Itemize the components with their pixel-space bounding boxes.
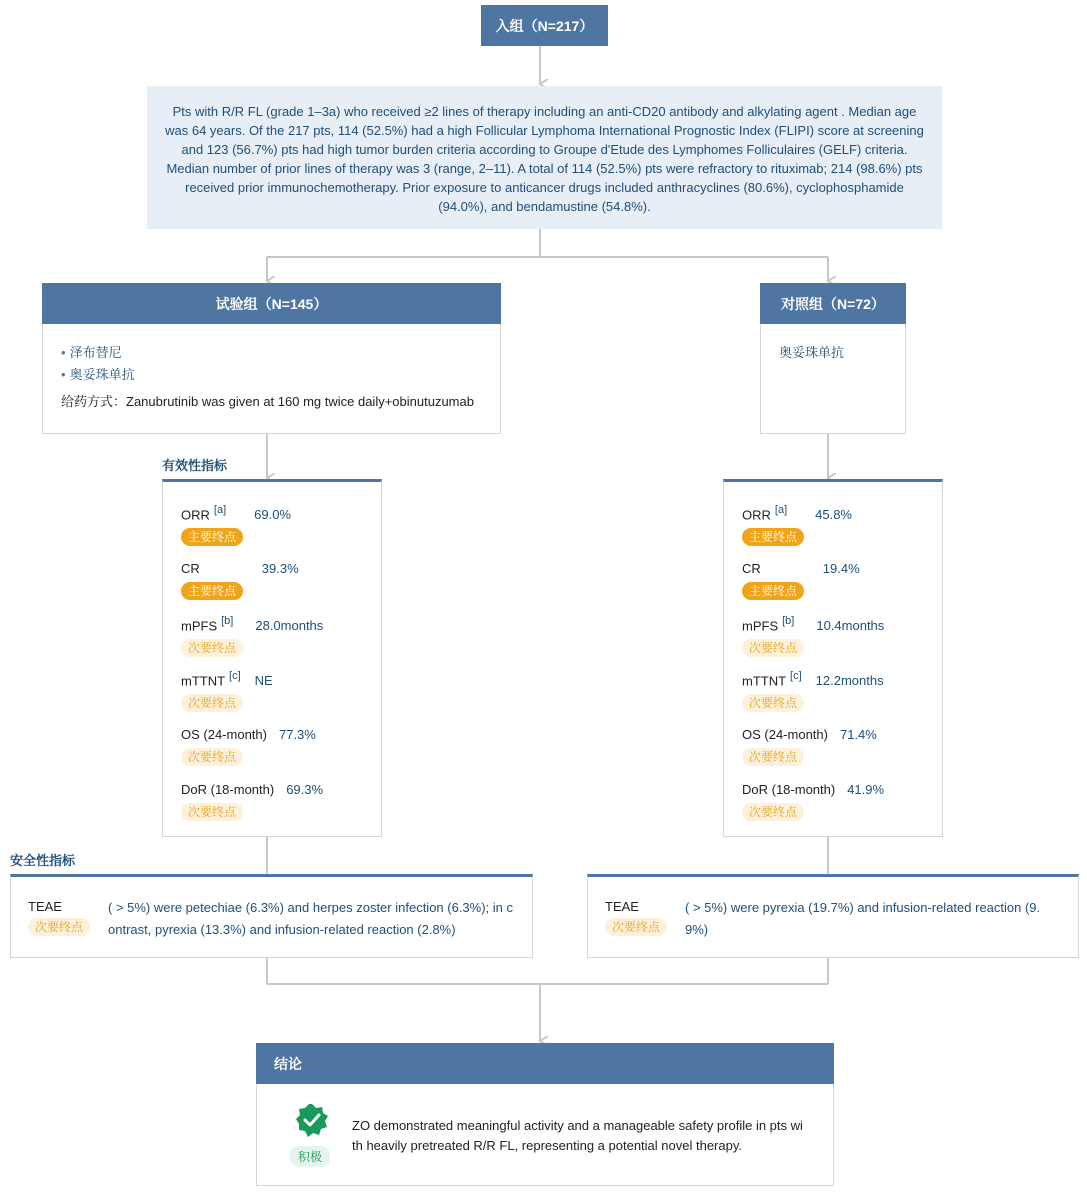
secondary-endpoint-badge: 次要终点	[28, 918, 90, 936]
primary-endpoint-badge: 主要终点	[742, 528, 804, 546]
conclusion-text: ZO demonstrated meaningful activity and a manageable safety profile in pts wi th heavily pretreated R/R FL, representing a potential novel therapy.	[352, 1118, 803, 1153]
drug-item: 奥妥珠单抗	[779, 345, 845, 360]
metric-mttnt: mTTNT [c] 12.2months 次要终点	[742, 670, 884, 711]
safety-panel-left	[10, 874, 533, 958]
metric-orr: ORR [a] 69.0% 主要终点	[181, 504, 291, 545]
control-arm-header	[760, 283, 906, 324]
secondary-endpoint-badge: 次要终点	[181, 639, 243, 657]
secondary-endpoint-badge: 次要终点	[181, 803, 243, 821]
conclusion-title: 结论	[274, 1055, 302, 1072]
enrollment-box	[481, 5, 608, 46]
control-arm-body	[760, 324, 906, 434]
primary-endpoint-badge: 主要终点	[181, 582, 243, 600]
metric-mpfs: mPFS [b] 10.4months 次要终点	[742, 615, 885, 656]
metric-dor: DoR (18-month) 69.3% 次要终点	[181, 782, 324, 819]
secondary-endpoint-badge: 次要终点	[181, 748, 243, 766]
metric-cr: CR 19.4% 主要终点	[742, 561, 860, 598]
drug-item: • 奥妥珠单抗	[61, 367, 135, 382]
experimental-arm-title: 试验组（N=145）	[215, 295, 328, 312]
secondary-endpoint-badge: 次要终点	[742, 803, 804, 821]
metric-mttnt: mTTNT [c] NE 次要终点	[181, 670, 273, 711]
teae-label-block: TEAE 次要终点	[28, 899, 90, 936]
experimental-arm-body	[42, 324, 501, 434]
conclusion-body	[256, 1084, 834, 1186]
efficacy-panel-right	[723, 479, 943, 837]
enrollment-title: 入组（N=217）	[495, 17, 594, 34]
efficacy-panel-left	[162, 479, 382, 837]
secondary-endpoint-badge: 次要终点	[742, 694, 804, 712]
teae-label-block: TEAE 次要终点	[605, 899, 667, 936]
teae-description: ( > 5%) were pyrexia (19.7%) and infusion-related reaction (9. 9%)	[685, 900, 1041, 937]
population-box	[147, 86, 942, 229]
control-arm-title: 对照组（N=72）	[781, 295, 885, 312]
safety-panel-right	[587, 874, 1079, 958]
efficacy-label: 有效性指标	[162, 458, 228, 473]
metric-orr: ORR [a] 45.8% 主要终点	[742, 504, 852, 545]
primary-endpoint-badge: 主要终点	[742, 582, 804, 600]
primary-endpoint-badge: 主要终点	[181, 528, 243, 546]
positive-badge: 积极	[290, 1146, 330, 1167]
experimental-arm-header	[42, 283, 501, 324]
shield-check-icon	[295, 1103, 329, 1137]
metric-mpfs: mPFS [b] 28.0months 次要终点	[181, 615, 324, 656]
secondary-endpoint-badge: 次要终点	[742, 639, 804, 657]
metric-dor: DoR (18-month) 41.9% 次要终点	[742, 782, 885, 819]
population-text: Pts with R/R FL (grade 1–3a) who received ≥2 lines of therapy including an anti-CD20 antibody and alkylating agent . Median age was 64 years. Of the 217 pts, 114 (52.5%) had a high Follicular Lymphoma International Prognostic Index (FLIPI) score at screening and 123 (56.7%) pts had high tumor burden criteria according to Groupe d'Etude des Lymphomes Folliculaires (GELF) criteria. Median number of prior lines of therapy was 3 (range, 2–11). A total of 114 (52.5%) pts were refractory to rituximab; 214 (98.6%) pts received prior immunochemotherapy. Prior exposure to anticancer drugs included anthracyclines (80.6%), cyclophosphamide (94.0%), and bendamustine (54.8%).	[165, 104, 924, 214]
metric-os: OS (24-month) 71.4% 次要终点	[742, 727, 877, 764]
safety-label: 安全性指标	[10, 853, 76, 868]
metric-os: OS (24-month) 77.3% 次要终点	[181, 727, 316, 764]
teae-description: ( > 5%) were petechiae (6.3%) and herpes zoster infection (6.3%); in c ontrast, pyrexia (13.3%) and infusion-related reaction (2.8%)	[108, 900, 514, 937]
metric-cr: CR 39.3% 主要终点	[181, 561, 299, 598]
administration-line: 给药方式：Zanubrutinib was given at 160 mg twice daily+obinutuzumab	[61, 394, 474, 409]
secondary-endpoint-badge: 次要终点	[605, 918, 667, 936]
drug-item: • 泽布替尼	[61, 345, 122, 360]
secondary-endpoint-badge: 次要终点	[181, 694, 243, 712]
conclusion-header	[256, 1043, 834, 1084]
secondary-endpoint-badge: 次要终点	[742, 748, 804, 766]
